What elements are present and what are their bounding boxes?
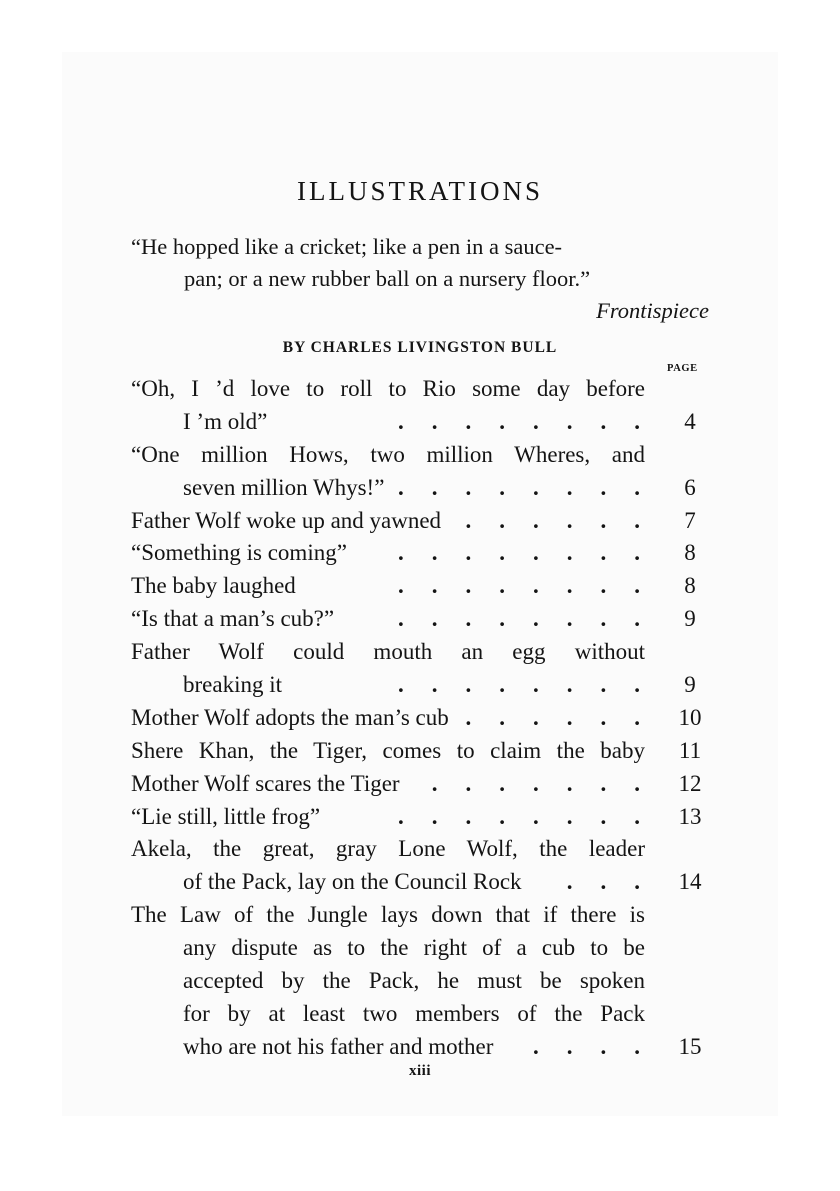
list-item-line bbox=[131, 537, 711, 570]
dot-leader: ....... bbox=[431, 770, 668, 796]
page-number: 11 bbox=[678, 737, 702, 763]
frontispiece-entry bbox=[131, 231, 711, 327]
dot-leader: ... bbox=[566, 869, 668, 895]
dot-leader: ........ bbox=[398, 540, 668, 566]
dot-leader: ...... bbox=[465, 507, 668, 533]
list-item-line bbox=[131, 735, 711, 768]
entry-text: accepted by the Pack, he must be spoken bbox=[183, 968, 645, 994]
list-item-line bbox=[131, 866, 711, 899]
list-item-line bbox=[131, 998, 711, 1031]
page-number: 13 bbox=[678, 803, 702, 829]
page-number: 8 bbox=[684, 540, 696, 566]
entry-text: “Oh, I ’d love to roll to Rio some day before bbox=[131, 376, 645, 401]
frontispiece-caption-line-1: “He hopped like a cricket; like a pen in a sauce- bbox=[131, 234, 563, 259]
list-item-line bbox=[131, 768, 711, 801]
page-title: ILLUSTRATIONS bbox=[297, 176, 543, 206]
dot-leader: ........ bbox=[398, 803, 668, 829]
list-item-line bbox=[131, 472, 711, 505]
page-number: 10 bbox=[678, 704, 702, 730]
entry-text: “Is that a man’s cub?” bbox=[131, 606, 335, 632]
list-item-line bbox=[131, 833, 711, 866]
list-item-line bbox=[131, 603, 711, 636]
list-item-line bbox=[131, 439, 711, 472]
dot-leader: ........ bbox=[398, 672, 668, 698]
frontispiece-caption-line-2: pan; or a new rubber ball on a nursery floor.” bbox=[184, 266, 591, 291]
list-item-line bbox=[131, 636, 711, 669]
page-folio: xiii bbox=[408, 1063, 431, 1079]
entry-text: Father Wolf woke up and yawned bbox=[131, 507, 442, 533]
entry-text: for by at least two members of the Pack bbox=[183, 1000, 645, 1026]
entry-text: Akela, the great, gray Lone Wolf, the leader bbox=[131, 836, 645, 862]
page-number: 8 bbox=[684, 573, 696, 599]
dot-leader: ........ bbox=[398, 606, 668, 632]
page-number: 12 bbox=[678, 770, 702, 796]
entry-text: who are not his father and mother bbox=[183, 1033, 494, 1059]
entry-text: seven million Whys!” bbox=[183, 474, 385, 500]
list-item-line bbox=[131, 801, 711, 834]
frontispiece-label: Frontispiece bbox=[596, 298, 709, 323]
page-column-header: PAGE bbox=[667, 363, 698, 374]
entry-text: I ’m old” bbox=[183, 408, 268, 434]
list-item-line bbox=[131, 1031, 711, 1064]
dot-leader: ...... bbox=[465, 704, 668, 730]
entry-text: Mother Wolf adopts the man’s cub bbox=[131, 704, 449, 730]
list-item-line bbox=[131, 702, 711, 735]
entry-text: any dispute as to the right of a cub to be bbox=[183, 935, 645, 961]
illustrations-list bbox=[131, 373, 711, 1064]
list-item-line bbox=[131, 669, 711, 702]
entry-text: “One million Hows, two million Wheres, and bbox=[131, 441, 645, 467]
dot-leader: .... bbox=[533, 1033, 668, 1059]
entry-text: of the Pack, lay on the Council Rock bbox=[183, 869, 522, 895]
list-item-line bbox=[131, 899, 711, 932]
dot-leader: ........ bbox=[398, 573, 668, 599]
illustrator-byline: BY CHARLES LIVINGSTON BULL bbox=[282, 339, 558, 356]
page-number: 15 bbox=[678, 1033, 702, 1059]
dot-leader: ........ bbox=[398, 408, 668, 434]
list-item-line bbox=[131, 965, 711, 998]
entry-text: Shere Khan, the Tiger, comes to claim the baby bbox=[131, 737, 645, 763]
entry-text: The baby laughed bbox=[131, 573, 296, 599]
page-number: 14 bbox=[678, 869, 702, 895]
page-number: 4 bbox=[684, 408, 696, 434]
entry-text: “Lie still, little frog” bbox=[131, 803, 321, 829]
list-item-line bbox=[131, 373, 711, 406]
page-number: 6 bbox=[684, 474, 696, 500]
list-item-line bbox=[131, 406, 711, 439]
page-number: 9 bbox=[684, 606, 696, 632]
entry-text: breaking it bbox=[183, 672, 282, 698]
dot-leader: ........ bbox=[398, 474, 668, 500]
list-item-line bbox=[131, 932, 711, 965]
entry-text: “Something is coming” bbox=[131, 540, 347, 566]
list-item-line bbox=[131, 505, 711, 538]
entry-text: Mother Wolf scares the Tiger bbox=[131, 770, 400, 796]
list-item-line bbox=[131, 570, 711, 603]
page-number: 9 bbox=[684, 672, 696, 698]
entry-text: The Law of the Jungle lays down that if there is bbox=[131, 902, 645, 928]
page-number: 7 bbox=[684, 507, 696, 533]
entry-text: Father Wolf could mouth an egg without bbox=[131, 639, 645, 665]
